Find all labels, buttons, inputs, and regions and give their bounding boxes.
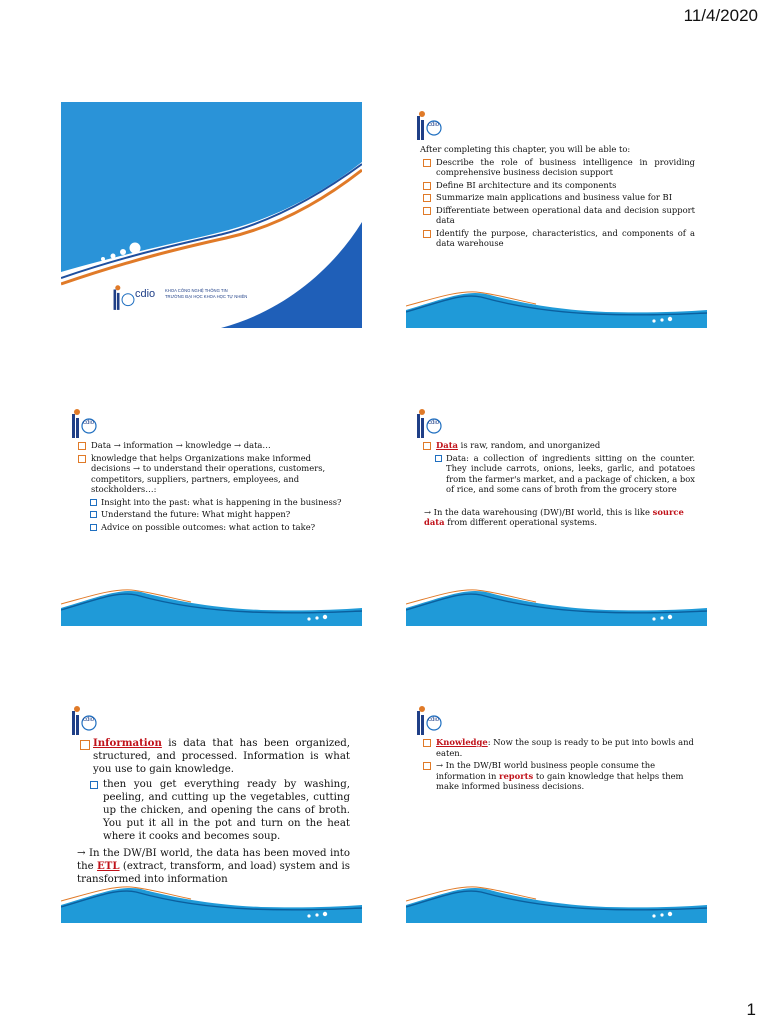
slide-objectives <box>406 102 707 328</box>
wave-decoration <box>406 288 707 328</box>
objective-item: Summarize main applications and business value for BI <box>420 192 695 203</box>
slide-title <box>61 102 362 328</box>
faculty-line-2: TRƯỜNG ĐẠI HỌC KHOA HỌC TỰ NHIÊN <box>165 294 248 299</box>
information-definition <box>77 737 350 776</box>
term-source-data: source data <box>424 506 684 527</box>
logo-text: cdio <box>83 717 95 723</box>
objective-item: Differentiate between operational data and decision support data <box>420 205 695 226</box>
objective-item: Define BI architecture and its components <box>420 180 695 191</box>
term-information: Information <box>93 737 162 749</box>
information-subitem: then you get everything ready by washing, peeling, and cutting up the vegetables, cutting up the chicken, and opening the cans of broth. You put it all in the pot and turn on the heat where it cooks and becomes soup. <box>89 778 350 843</box>
information-note-pre: → In the DW/BI world, the data has been moved into the <box>77 848 350 872</box>
wave-decoration <box>406 586 707 626</box>
term-etl: ETL <box>97 860 120 872</box>
term-knowledge: Knowledge <box>436 737 488 747</box>
knowledge-item-pre: → In the DW/BI world business people consume the information in <box>436 760 656 781</box>
bi-subitem: Advice on possible outcomes: what action to take? <box>89 522 350 533</box>
slide-bi-overview <box>61 400 362 626</box>
wave-decoration <box>61 586 362 626</box>
logo-text: cdio <box>135 288 156 300</box>
data-body <box>420 440 695 530</box>
logo-text: cdio <box>428 717 440 723</box>
logo-text: cdio <box>428 122 440 128</box>
objectives-intro: After completing this chapter, you will be able to: <box>420 144 631 154</box>
page-date: 11/4/2020 <box>683 6 758 25</box>
knowledge-body <box>420 737 695 794</box>
slide-data <box>406 400 707 626</box>
term-reports: reports <box>499 770 534 781</box>
term-data: Data <box>436 440 458 450</box>
slide-knowledge <box>406 697 707 923</box>
knowledge-definition <box>420 737 695 758</box>
bi-body <box>75 440 350 534</box>
objective-item: Identify the purpose, characteristics, and components of a data warehouse <box>420 228 695 249</box>
information-note <box>77 847 350 886</box>
wave-decoration <box>406 883 707 923</box>
information-note-post: (extract, transform, and load) system and is transformed into information <box>77 861 350 885</box>
objectives-body <box>420 144 695 251</box>
data-definition-text: is raw, random, and unorganized <box>457 440 601 450</box>
knowledge-item <box>420 760 695 792</box>
bi-subitem: Insight into the past: what is happening in the business? <box>89 497 350 508</box>
data-definition <box>420 440 695 451</box>
data-note <box>420 507 695 528</box>
information-definition-text: is data that has been organized, structured, and processed. Information is what you use to gain knowledge. <box>93 738 350 775</box>
logo-text: cdio <box>428 420 440 426</box>
page-number: 1 <box>746 1000 756 1019</box>
information-body <box>77 737 350 888</box>
slide-information <box>61 697 362 923</box>
wave-decoration <box>61 883 362 923</box>
bi-subitem: Understand the future: What might happen? <box>89 509 350 520</box>
objective-item: Describe the role of business intelligence in providing comprehensive business decision support <box>420 157 695 178</box>
logo-text: cdio <box>83 420 95 426</box>
knowledge-definition-text: : Now the soup is ready to be put into bowls and eaten. <box>436 737 694 758</box>
data-note-pre: → In the data warehousing (DW)/BI world, this is like <box>424 506 653 517</box>
faculty-line-1: KHOA CÔNG NGHỆ THÔNG TIN <box>165 288 228 293</box>
knowledge-item-post: to gain knowledge that helps them make informed business decisions. <box>436 770 684 791</box>
bi-item: knowledge that helps Organizations make informed decisions → to understand their operations, customers, competitors, suppliers, partners, employees, and stockholders…: <box>75 453 350 495</box>
data-subitem: Data: a collection of ingredients sitting on the counter. They include carrots, onions, leeks, garlic, and potatoes from the farmer's market, and a package of chicken, a box of rice, and some cans of broth from the grocery store <box>434 453 695 495</box>
data-note-post: from different operational systems. <box>444 517 598 527</box>
bi-item: Data → information → knowledge → data… <box>75 440 350 451</box>
